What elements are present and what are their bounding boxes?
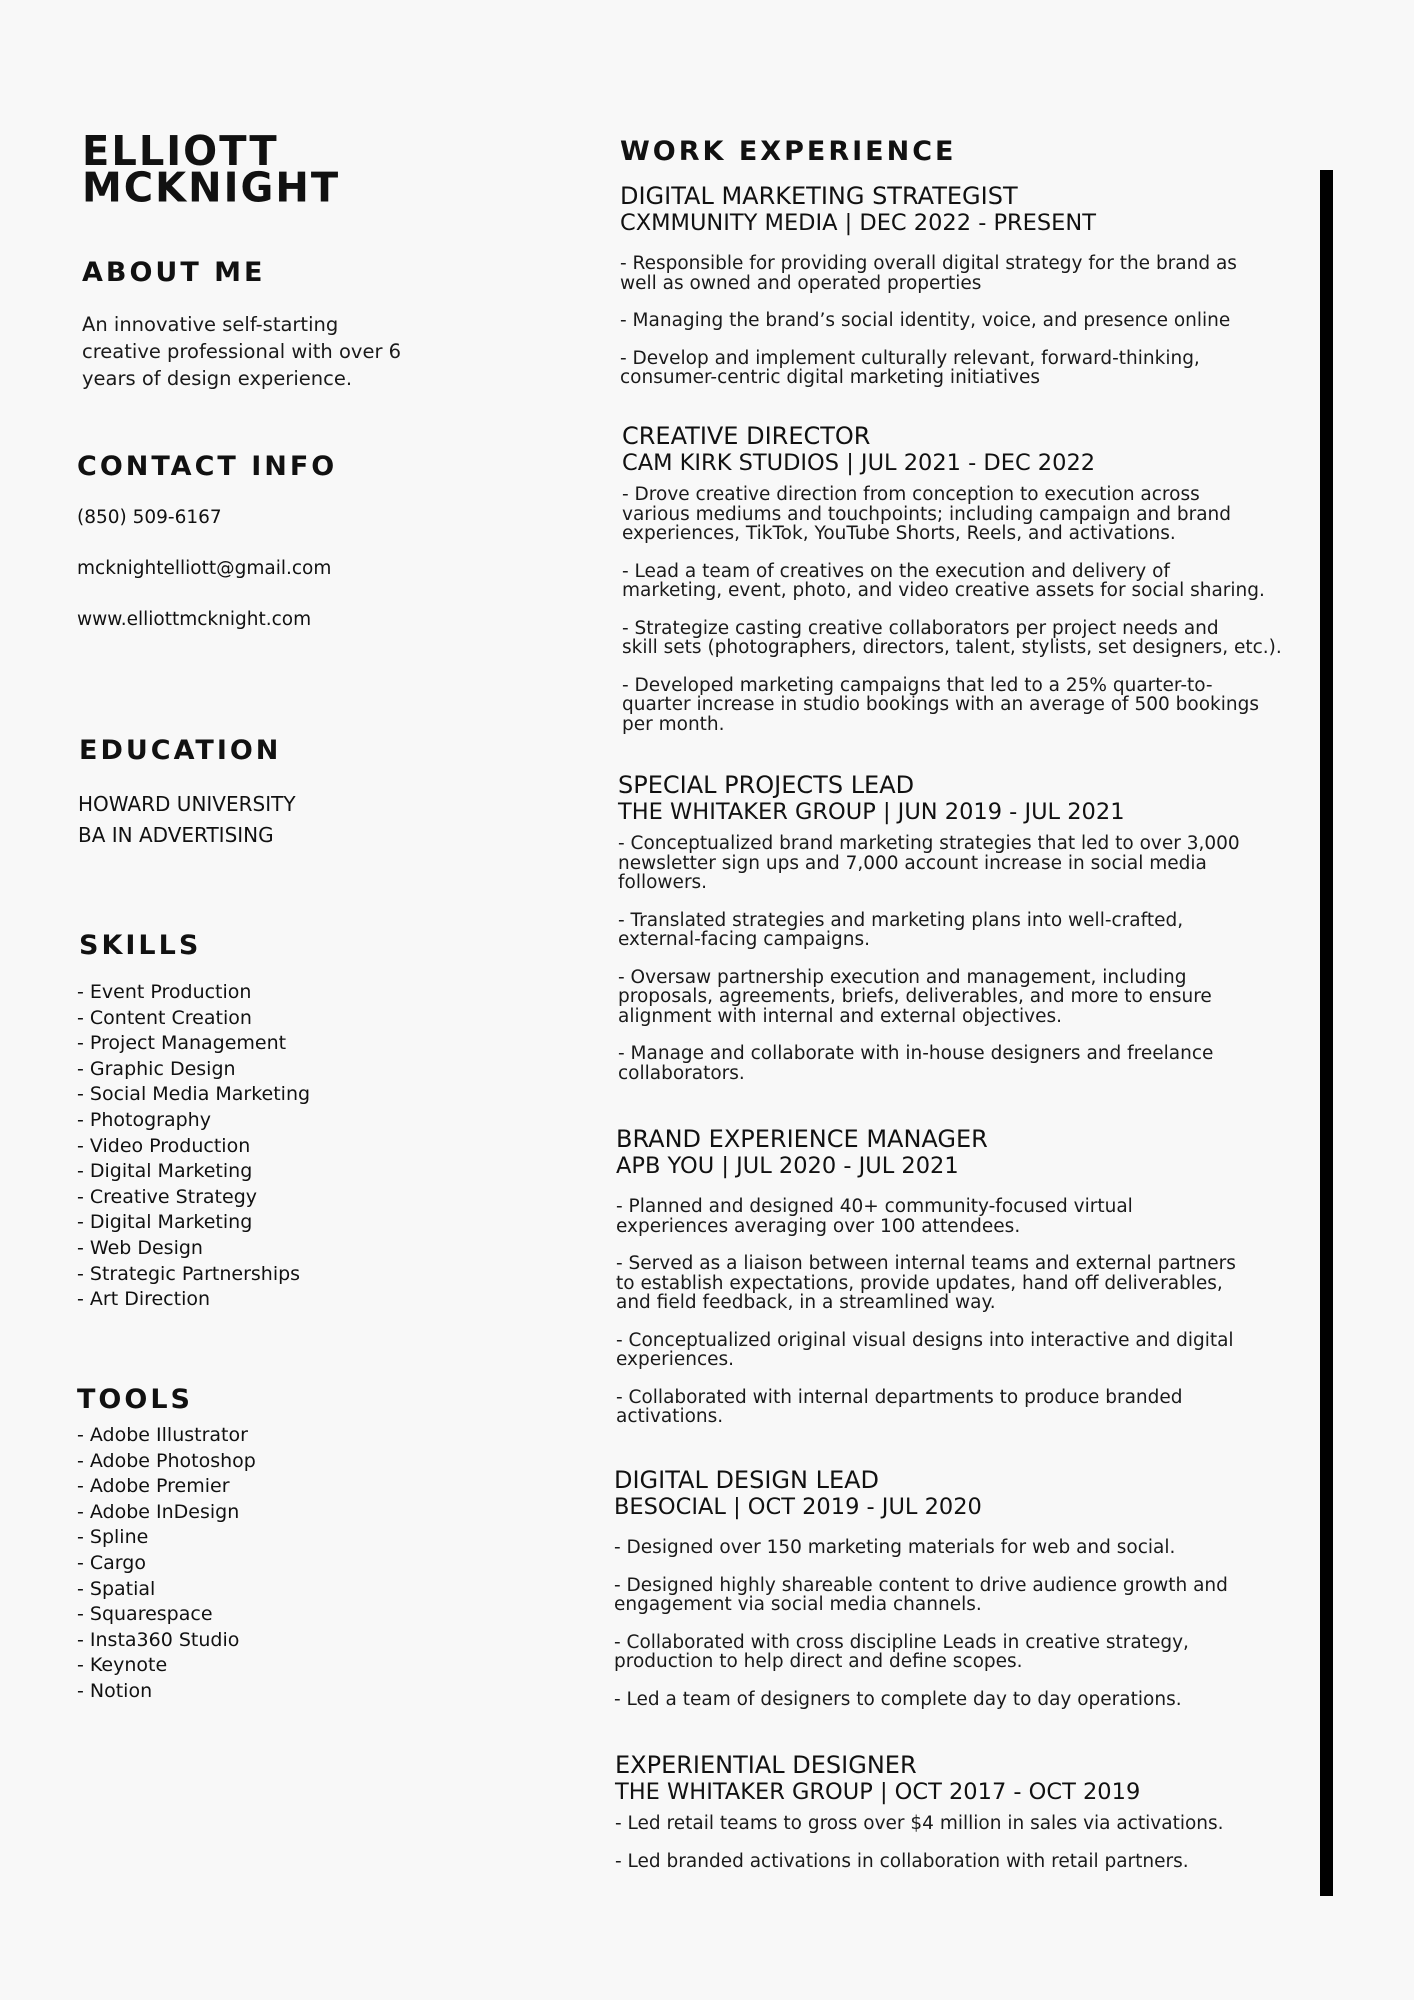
tools-item: - Squarespace xyxy=(77,1603,213,1626)
job-bullet-line: - Conceptualized original visual designs into interactive and digital xyxy=(616,1329,1234,1351)
name-last: MCKNIGHT xyxy=(82,164,341,212)
job-bullet-line: - Strategize casting creative collaborators per project needs and xyxy=(622,617,1219,639)
job-title: CREATIVE DIRECTOR xyxy=(622,422,871,450)
job-company-dates: CXMMUNITY MEDIA | DEC 2022 - PRESENT xyxy=(620,210,1096,236)
job-bullet xyxy=(620,311,1237,331)
job-bullet-line: - Conceptualized brand marketing strategies that led to over 3,000 xyxy=(618,833,1240,854)
job-bullet-line: experiences averaging over 100 attendees. xyxy=(616,1215,1021,1237)
job-bullet-line: experiences. xyxy=(616,1349,735,1370)
job-bullet-line: - Served as a liaison between internal teams and external partners xyxy=(616,1253,1236,1274)
job-company-dates: CAM KIRK STUDIOS | JUL 2021 - DEC 2022 xyxy=(622,450,1096,476)
job-bullet-line: - Manage and collaborate with in-house designers and freelance xyxy=(618,1043,1214,1064)
about-heading: ABOUT ME xyxy=(82,257,266,288)
job-bullet-line: skill sets (photographers, directors, talent, stylists, set designers, etc.). xyxy=(622,637,1282,658)
job-bullet-line: activations. xyxy=(616,1406,724,1427)
skills-item: - Digital Marketing xyxy=(77,1211,253,1234)
job-bullet-line: external-facing campaigns. xyxy=(618,929,871,950)
job-bullets xyxy=(616,1197,1236,1427)
education-heading: EDUCATION xyxy=(79,735,282,766)
job-bullet xyxy=(616,1254,1236,1313)
education-degree: BA IN ADVERTISING xyxy=(78,823,274,847)
skills-item: - Project Management xyxy=(77,1032,287,1055)
job-entry xyxy=(614,1467,1228,1727)
job-bullet xyxy=(622,676,1282,735)
skills-item: - Event Production xyxy=(77,981,252,1003)
job-bullet-line: followers. xyxy=(618,872,708,893)
job-bullet-line: - Designed over 150 marketing materials for web and social. xyxy=(614,1537,1176,1558)
job-entry xyxy=(622,423,1282,752)
job-bullets xyxy=(620,254,1237,388)
skills-item: - Creative Strategy xyxy=(77,1185,257,1208)
job-bullet-line: - Led branded activations in collaboration with retail partners. xyxy=(615,1850,1189,1872)
tools-item: - Spatial xyxy=(77,1577,156,1600)
skills-item: - Content Creation xyxy=(77,1006,252,1029)
tools-heading: TOOLS xyxy=(77,1384,193,1415)
job-bullet xyxy=(616,1331,1236,1370)
job-bullet-line: well as owned and operated properties xyxy=(620,272,982,294)
job-company-dates: THE WHITAKER GROUP | OCT 2017 - OCT 2019 xyxy=(615,1779,1141,1805)
job-bullet-line: various mediums and touchpoints; including campaign and brand xyxy=(622,503,1232,525)
contact-website[interactable]: www.elliottmcknight.com xyxy=(77,609,312,630)
job-bullets xyxy=(615,1814,1224,1871)
skills-item: - Web Design xyxy=(77,1236,203,1259)
job-bullets xyxy=(618,834,1240,1083)
job-bullet xyxy=(615,1852,1224,1872)
job-bullet xyxy=(614,1538,1228,1558)
skills-item: - Social Media Marketing xyxy=(77,1083,311,1106)
job-title: EXPERIENTIAL DESIGNER xyxy=(615,1751,917,1779)
candidate-name xyxy=(82,128,442,212)
tools-item: - Keynote xyxy=(77,1654,168,1677)
job-bullet-line: - Developed marketing campaigns that led to a 25% quarter-to- xyxy=(622,674,1213,696)
job-entry xyxy=(616,1126,1236,1445)
job-bullet xyxy=(615,1814,1224,1834)
job-bullet-line: consumer-centric digital marketing initiatives xyxy=(620,367,1041,388)
job-bullet xyxy=(614,1576,1228,1615)
job-bullet-line: - Led retail teams to gross over $4 million in sales via activations. xyxy=(615,1813,1224,1834)
job-company-dates: APB YOU | JUL 2020 - JUL 2021 xyxy=(616,1153,959,1179)
job-title: BRAND EXPERIENCE MANAGER xyxy=(616,1125,988,1153)
job-bullet-line: - Collaborated with cross discipline Leads in creative strategy, xyxy=(614,1631,1189,1653)
job-bullet-line: - Lead a team of creatives on the execution and delivery of xyxy=(622,560,1170,582)
job-bullet xyxy=(622,619,1282,658)
tools-item: - Spline xyxy=(77,1526,149,1549)
contact-heading: CONTACT INFO xyxy=(77,451,338,482)
work-heading: WORK EXPERIENCE xyxy=(620,136,957,167)
job-bullet xyxy=(618,834,1240,893)
job-entry xyxy=(615,1752,1224,1889)
job-entry xyxy=(618,772,1240,1101)
tools-item: - Insta360 Studio xyxy=(77,1628,240,1651)
job-bullet-line: collaborators. xyxy=(618,1062,745,1084)
job-bullet xyxy=(622,562,1282,601)
job-bullet xyxy=(618,911,1240,950)
education-school: HOWARD UNIVERSITY xyxy=(78,792,296,816)
job-entry xyxy=(620,183,1237,406)
job-bullet-line: engagement via social media channels. xyxy=(614,1594,982,1615)
job-bullets xyxy=(614,1538,1228,1709)
skills-list xyxy=(77,980,310,1313)
job-bullet-line: - Managing the brand’s social identity, voice, and presence online xyxy=(620,310,1231,331)
job-bullet-line: to establish expectations, provide updates, hand off deliverables, xyxy=(616,1272,1223,1294)
job-bullet-line: experiences, TikTok, YouTube Shorts, Reels, and activations. xyxy=(622,523,1176,544)
job-bullet-line: - Oversaw partnership execution and management, including xyxy=(618,966,1187,988)
skills-item: - Art Direction xyxy=(77,1288,211,1311)
contact-email[interactable]: mcknightelliott@gmail.com xyxy=(77,558,332,579)
job-bullet-line: quarter increase in studio bookings with an average of 500 bookings xyxy=(622,694,1259,715)
job-bullet-line: proposals, agreements, briefs, deliverables, and more to ensure xyxy=(618,986,1212,1007)
skills-item: - Strategic Partnerships xyxy=(77,1262,301,1285)
job-bullet-line: - Collaborated with internal departments to produce branded xyxy=(616,1386,1183,1408)
job-bullet-line: production to help direct and define scopes. xyxy=(614,1651,1023,1672)
job-bullet xyxy=(618,1044,1240,1083)
tools-item: - Adobe Premier xyxy=(77,1475,230,1498)
name-first: ELLIOTT xyxy=(82,128,279,176)
vertical-divider-bar xyxy=(1320,170,1333,1896)
job-bullet-line: - Translated strategies and marketing plans into well-crafted, xyxy=(618,909,1184,931)
job-bullet-line: - Develop and implement culturally relevant, forward-thinking, xyxy=(620,347,1200,369)
job-bullet-line: - Responsible for providing overall digital strategy for the brand as xyxy=(620,253,1237,274)
tools-item: - Cargo xyxy=(77,1551,146,1574)
skills-item: - Video Production xyxy=(77,1134,251,1157)
job-bullets xyxy=(622,485,1282,734)
contact-phone: (850) 509-6167 xyxy=(77,507,222,528)
tools-item: - Adobe InDesign xyxy=(77,1500,240,1523)
job-bullet-line: - Drove creative direction from conception to execution across xyxy=(622,484,1200,505)
education-block xyxy=(78,789,296,851)
skills-item: - Digital Marketing xyxy=(77,1160,253,1183)
job-bullet-line: marketing, event, photo, and video creative assets for social sharing. xyxy=(622,580,1265,601)
job-bullet-line: - Planned and designed 40+ community-focused virtual xyxy=(616,1196,1133,1217)
job-title: DIGITAL MARKETING STRATEGIST xyxy=(620,182,1018,210)
job-company-dates: THE WHITAKER GROUP | JUN 2019 - JUL 2021 xyxy=(618,799,1125,825)
tools-item: - Adobe Photoshop xyxy=(77,1449,256,1472)
job-company-dates: BESOCIAL | OCT 2019 - JUL 2020 xyxy=(614,1494,982,1520)
job-bullet xyxy=(616,1197,1236,1236)
job-bullet xyxy=(616,1388,1236,1427)
job-bullet-line: - Designed highly shareable content to drive audience growth and xyxy=(614,1574,1228,1596)
job-title: SPECIAL PROJECTS LEAD xyxy=(618,771,915,799)
job-bullet-line: and field feedback, in a streamlined way. xyxy=(616,1292,996,1313)
about-text: An innovative self-starting creative professional with over 6 years of design experience. xyxy=(82,313,402,390)
job-bullet-line: alignment with internal and external objectives. xyxy=(618,1005,1063,1027)
job-bullet-line: per month. xyxy=(622,713,725,735)
skills-item: - Photography xyxy=(77,1108,211,1131)
job-bullet xyxy=(614,1690,1228,1710)
job-bullet xyxy=(614,1633,1228,1672)
job-bullet-line: newsletter sign ups and 7,000 account increase in social media xyxy=(618,852,1207,874)
skills-item: - Graphic Design xyxy=(77,1057,236,1080)
job-title: DIGITAL DESIGN LEAD xyxy=(614,1466,880,1494)
job-bullet xyxy=(622,485,1282,544)
job-bullet xyxy=(618,968,1240,1027)
job-bullet xyxy=(620,349,1237,388)
skills-heading: SKILLS xyxy=(79,930,202,961)
job-bullet xyxy=(620,254,1237,293)
tools-item: - Adobe Illustrator xyxy=(77,1424,248,1446)
job-bullet-line: - Led a team of designers to complete day to day operations. xyxy=(614,1688,1182,1710)
tools-list xyxy=(77,1423,256,1705)
tools-item: - Notion xyxy=(77,1679,153,1702)
